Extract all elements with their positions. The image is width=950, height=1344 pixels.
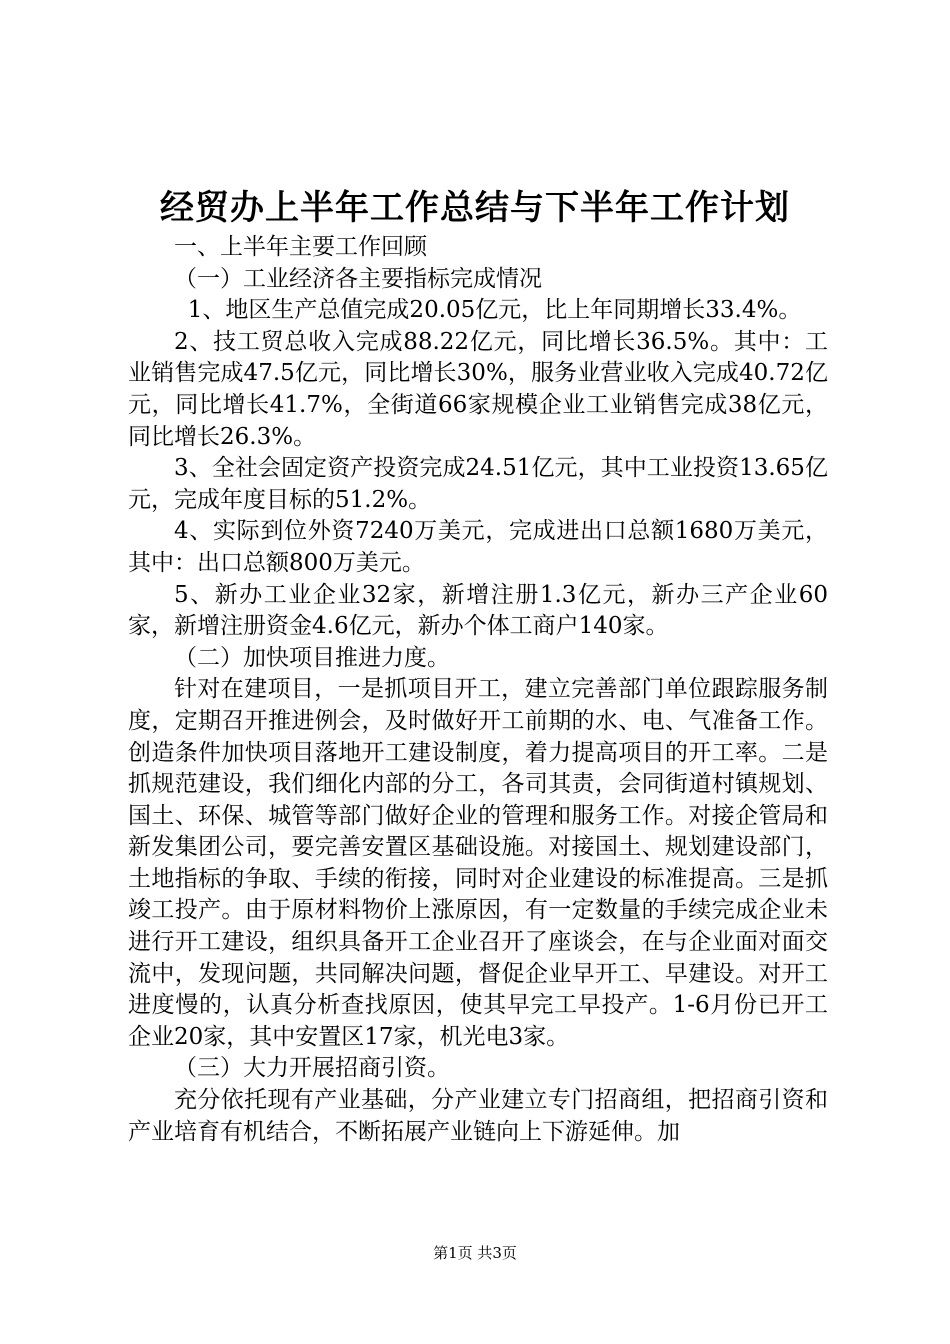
- paragraph-foreign-capital: 4、实际到位外资7240万美元，完成进出口总额1680万美元，其中：出口总额800万美元。: [128, 518, 828, 576]
- page-footer: 第1页 共3页: [433, 1244, 517, 1262]
- paragraph-new-enterprises: 5、新办工业企业32家，新增注册1.3亿元，新办三产企业60家，新增注册资金4.6亿元，新办个体工商户140家。: [128, 581, 828, 640]
- subsection-heading-projects: （二）加快项目推进力度。: [174, 644, 450, 671]
- section-heading-review: 一、上半年主要工作回顾: [174, 234, 427, 260]
- subsection-heading-investment-attraction: （三）大力开展招商引资。: [174, 1055, 450, 1082]
- paragraph-investment-attraction: 充分依托现有产业基础，分产业建立专门招商组，把招商引资和产业培育有机结合，不断拓展产业链向上下游延伸。加: [128, 1087, 828, 1145]
- paragraph-gdp: 1、地区生产总值完成20.05亿元，比上年同期增长33.4%。: [187, 297, 802, 324]
- subsection-heading-indicators: （一）工业经济各主要指标完成情况: [174, 265, 542, 292]
- paragraph-revenue: 2、技工贸总收入完成88.22亿元，同比增长36.5%。其中：工业销售完成47.5亿元，同比增长30%，服务业营业收入完成40.72亿元，同比增长41.7%，全街道66家规模企业工业销售完成38亿元，同比增长26.3%。: [128, 328, 828, 450]
- document-body: [128, 232, 828, 1148]
- paragraph-projects: 针对在建项目，一是抓项目开工，建立完善部门单位跟踪服务制度，定期召开推进例会，及时做好开工前期的水、电、气准备工作。创造条件加快项目落地开工建设制度，着力提高项目的开工率。二是抓规范建设，我们细化内部的分工，各司其责，会同街道村镇规划、国土、环保、城管等部门做好企业的管理和服务工作。对接企管局和新发集团公司，要完善安置区基础设施。对接国土、规划建设部门，土地指标的争取、手续的衔接，同时对企业建设的标准提高。三是抓竣工投产。由于原材料物价上涨原因，有一定数量的手续完成企业未进行开工建设，组织具备开工企业召开了座谈会，在与企业面对面交流中，发现问题，共同解决问题，督促企业早开工、早建设。对开工进度慢的，认真分析查找原因，使其早完工早投产。1-6月份已开工企业20家，其中安置区17家，机光电3家。: [128, 676, 828, 1050]
- paragraph-investment: 3、全社会固定资产投资完成24.51亿元，其中工业投资13.65亿元，完成年度目标的51.2%。: [128, 455, 828, 513]
- document-title: 经贸办上半年工作总结与下半年工作计划: [160, 188, 790, 228]
